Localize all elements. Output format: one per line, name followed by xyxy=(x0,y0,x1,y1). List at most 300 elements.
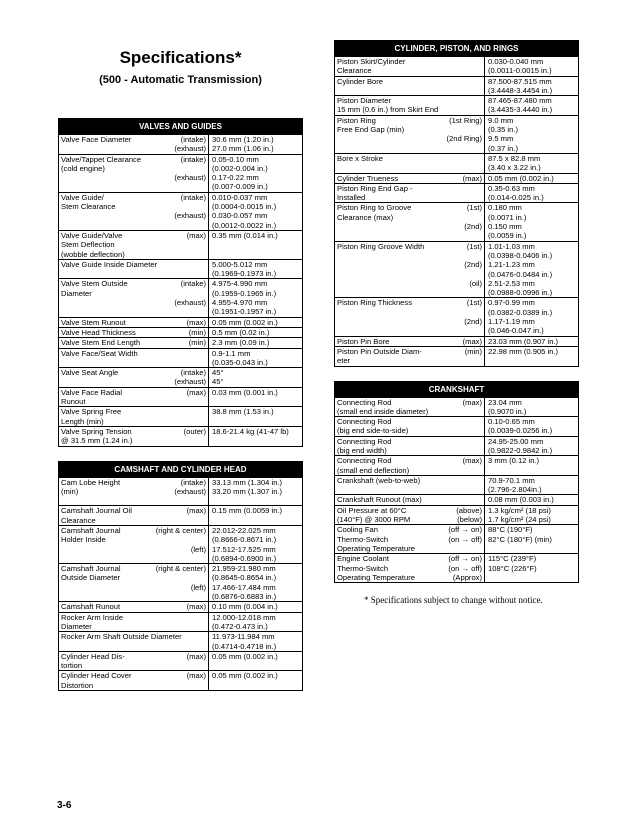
spec-label-text: Camshaft Journal xyxy=(61,525,121,535)
spec-value-line: (0.37 in.) xyxy=(488,143,518,153)
table-row xyxy=(335,95,578,115)
spec-value-line: 108°C (226°F) xyxy=(488,563,537,573)
spec-label xyxy=(59,564,209,601)
table-row xyxy=(59,601,302,611)
spec-label-text: Crankshaft (web-to-web) xyxy=(337,475,421,485)
spec-label xyxy=(59,328,209,337)
spec-value xyxy=(485,506,578,525)
table-row xyxy=(59,327,302,337)
spec-qualifier: (left) xyxy=(190,582,206,592)
spec-qualifier: (Approx) xyxy=(452,572,482,582)
table-row xyxy=(335,173,578,183)
spec-label-text: (small end inside diameter) xyxy=(337,406,429,416)
spec-label-text: Valve Face Diameter xyxy=(61,135,132,144)
spec-label xyxy=(335,298,485,335)
spec-qualifier: (2nd) xyxy=(464,317,482,327)
spec-qualifier: (below) xyxy=(457,515,482,525)
spec-label-text: Connecting Rod xyxy=(337,417,392,427)
spec-value-line: 0.35-0.63 mm xyxy=(488,183,535,193)
table-row xyxy=(335,397,578,417)
table-row xyxy=(59,230,302,259)
spec-value xyxy=(209,279,302,316)
spec-value xyxy=(209,632,302,651)
spec-qualifier: (1st Ring) xyxy=(449,115,482,125)
spec-value-line: (3.40 x 3.22 in.) xyxy=(488,163,541,173)
spec-value xyxy=(209,427,302,446)
spec-label-text: Valve/Tappet Clearance xyxy=(61,154,142,164)
spec-value-line: (0.8666-0.8671 in.) xyxy=(212,535,277,545)
spec-label-text: Thermo-Switch xyxy=(337,563,389,573)
spec-value-line: 0.10 mm (0.004 in.) xyxy=(212,602,278,612)
spec-value-line: 9.0 mm xyxy=(488,115,514,125)
spec-value-line: (0.9070 in.) xyxy=(488,406,527,416)
spec-label-text: Length (min) xyxy=(61,416,104,426)
spec-qualifier: (1st) xyxy=(466,298,482,308)
spec-value-line: 24.95-25.00 mm xyxy=(488,436,544,446)
spec-qualifier: (right & center) xyxy=(155,564,206,574)
spec-value-line: 0.150 mm xyxy=(488,222,522,232)
spec-label-text: Operating Temperature xyxy=(337,543,415,553)
spec-qualifier: (2nd) xyxy=(464,260,482,270)
spec-value-line: 27.0 mm (1.06 in.) xyxy=(212,144,274,154)
spec-value-line: 87.465-87.480 mm xyxy=(488,96,552,106)
spec-table-cylinder xyxy=(334,40,579,367)
spec-label-text: Valve Head Thickness xyxy=(61,327,136,337)
spec-value-line: 115°C (239°F) xyxy=(488,554,537,564)
page-number: 3-6 xyxy=(57,800,72,811)
spec-value-line: (0.472-0.473 in.) xyxy=(212,621,268,631)
spec-label-text: Piston Ring xyxy=(337,115,376,125)
spec-label-text: Runout xyxy=(61,397,86,407)
spec-value-line: (0.035-0.043 in.) xyxy=(212,357,268,367)
spec-value-line: (0.0004-0.0015 in.) xyxy=(212,202,277,212)
table-row xyxy=(59,505,302,525)
spec-value-line: 45° xyxy=(212,377,224,387)
spec-value xyxy=(485,554,578,582)
title-block xyxy=(58,48,303,118)
spec-value-line: (3.4448-3.4454 in.) xyxy=(488,85,553,95)
table-row xyxy=(335,183,578,203)
spec-label-text: Clearance (max) xyxy=(337,212,394,222)
spec-label-text: Stem Deflection xyxy=(61,240,115,250)
spec-label xyxy=(335,417,485,436)
spec-value xyxy=(209,328,302,337)
spec-qualifier: (intake) xyxy=(180,368,206,378)
spec-qualifier: (right & center) xyxy=(155,525,206,535)
spec-value-line: 1.3 kg/cm² (18 psi) xyxy=(488,505,551,515)
spec-label-text: Holder Inside xyxy=(61,535,106,545)
spec-label xyxy=(59,279,209,316)
table-row xyxy=(59,525,302,563)
spec-label-text: Piston Ring Groove Width xyxy=(337,241,425,251)
spec-label-text: (big end side-to-side) xyxy=(337,426,409,436)
spec-value-line: 0.9-1.1 mm xyxy=(212,348,251,358)
spec-value-line: (0.0039-0.0256 in.) xyxy=(488,426,553,436)
spec-label-text: Connecting Rod xyxy=(337,436,392,446)
spec-label-text: tortion xyxy=(61,661,83,671)
spec-value xyxy=(485,298,578,335)
spec-label-text: Valve Guide Inside Diameter xyxy=(61,259,158,269)
spec-label xyxy=(59,231,209,259)
spec-value-line: 12.000-12.018 mm xyxy=(212,612,276,622)
spec-label xyxy=(59,368,209,387)
spec-value-line: (0.0012-0.0022 in.) xyxy=(212,220,277,230)
spec-label-text: Rocker Arm Inside xyxy=(61,612,124,622)
spec-label xyxy=(335,506,485,525)
spec-value-line: (0.007-0.009 in.) xyxy=(212,182,268,192)
spec-value-line: 82°C (180°F) (min) xyxy=(488,534,552,544)
spec-value xyxy=(485,495,578,504)
spec-qualifier: (exhaust) xyxy=(174,144,206,154)
table-row xyxy=(335,416,578,436)
spec-value xyxy=(209,564,302,601)
table-row xyxy=(59,367,302,387)
spec-label-text: Camshaft Runout xyxy=(61,602,121,612)
spec-value-line: 22.98 mm (0.905 in.) xyxy=(488,346,559,356)
spec-label xyxy=(335,456,485,475)
spec-value-line: 5.000-5.012 mm xyxy=(212,259,268,269)
table-row xyxy=(335,336,578,346)
spec-value-line: 0.05 mm (0.002 in.) xyxy=(212,651,278,661)
spec-value-line: (0.0476-0.0484 in.) xyxy=(488,269,553,279)
spec-label xyxy=(59,526,209,563)
spec-value xyxy=(209,231,302,259)
spec-value-line: 0.05 mm (0.002 in.) xyxy=(212,671,278,681)
spec-value xyxy=(209,506,302,525)
spec-label-text: Operating Temperature xyxy=(337,572,415,582)
spec-label-text: Diameter xyxy=(61,621,92,631)
spec-value xyxy=(485,456,578,475)
table-row xyxy=(59,337,302,347)
spec-value-line: 0.97-0.99 mm xyxy=(488,298,535,308)
spec-qualifier: (exhaust) xyxy=(174,173,206,183)
spec-qualifier: (max) xyxy=(186,671,206,681)
spec-label-text: Cylinder Head Cover xyxy=(61,671,132,681)
spec-value-line: (0.4714-0.4718 in.) xyxy=(212,641,277,651)
spec-label-text: Piston Diameter xyxy=(337,96,392,106)
spec-value xyxy=(209,318,302,327)
table-row xyxy=(335,346,578,366)
spec-qualifier: (off → on) xyxy=(448,554,482,564)
spec-label xyxy=(59,260,209,279)
spec-qualifier: (max) xyxy=(462,173,482,183)
spec-value xyxy=(209,135,302,154)
table-row xyxy=(59,317,302,327)
spec-label xyxy=(335,554,485,582)
spec-value-line: 0.030-0.040 mm xyxy=(488,57,544,66)
spec-value xyxy=(209,407,302,426)
spec-value-line: 11.973-11.984 mm xyxy=(212,632,275,642)
spec-value xyxy=(485,203,578,240)
spec-value xyxy=(485,174,578,183)
table-row xyxy=(59,651,302,671)
table-row xyxy=(59,477,302,506)
spec-value-line: 18.6-21.4 kg (41-47 lb) xyxy=(212,426,289,436)
spec-qualifier: (above) xyxy=(456,505,482,515)
spec-label-text: Valve Face Radial xyxy=(61,387,123,397)
spec-value xyxy=(209,526,302,563)
spec-value xyxy=(209,338,302,347)
spec-value xyxy=(209,349,302,368)
spec-label xyxy=(335,495,485,504)
spec-value xyxy=(485,242,578,298)
spec-qualifier: (1st) xyxy=(466,241,482,251)
table-row xyxy=(335,475,578,495)
spec-label-text: (cold engine) xyxy=(61,163,105,173)
spec-label xyxy=(59,478,209,506)
spec-label-text: eter xyxy=(337,356,351,366)
spec-label-text: Piston Skirt/Cylinder xyxy=(337,57,406,66)
spec-value xyxy=(209,260,302,279)
spec-value-line: 33.13 mm (1.304 in.) xyxy=(212,477,283,487)
spec-value-line: 2.3 mm (0.09 in.) xyxy=(212,338,270,348)
spec-value-line: (0.0059 in.) xyxy=(488,231,527,241)
spec-qualifier: (max) xyxy=(462,397,482,407)
spec-qualifier: (exhaust) xyxy=(174,377,206,387)
spec-qualifier: (1st) xyxy=(466,203,482,213)
spec-label xyxy=(59,652,209,671)
spec-label-text: Camshaft Journal Oil xyxy=(61,506,132,516)
spec-qualifier: (intake) xyxy=(180,154,206,164)
spec-label-text: Connecting Rod xyxy=(337,456,392,466)
spec-value xyxy=(209,478,302,506)
spec-label-text: Diameter xyxy=(61,288,92,298)
spec-label xyxy=(335,184,485,203)
spec-value-line: 88°C (190°F) xyxy=(488,525,533,535)
spec-value-line: (0.014-0.025 in.) xyxy=(488,193,544,203)
spec-value xyxy=(209,388,302,407)
table-row xyxy=(59,259,302,279)
spec-value-line: (2.796-2.804in.) xyxy=(488,485,542,495)
spec-value-line: 0.17-0.22 mm xyxy=(212,173,259,183)
spec-label-text: Valve Spring Free xyxy=(61,407,122,417)
spec-label-text: @ 31.5 mm (1.24 in.) xyxy=(61,436,133,446)
spec-label-text: Bore x Stroke xyxy=(337,153,384,163)
spec-label xyxy=(335,203,485,240)
spec-qualifier: (left) xyxy=(190,544,206,554)
table-header: CAMSHAFT AND CYLINDER HEAD xyxy=(59,462,302,477)
spec-value-line: 2.51-2.53 mm xyxy=(488,278,535,288)
spec-value-line: 0.03 mm (0.001 in.) xyxy=(212,387,278,397)
spec-label-text: (small end deflection) xyxy=(337,465,410,475)
spec-qualifier: (on → off) xyxy=(448,534,482,544)
spec-value xyxy=(485,57,578,76)
spec-label-text: Free End Gap (min) xyxy=(337,125,405,135)
spec-value-line: 1.7 kg/cm² (24 psi) xyxy=(488,515,551,525)
spec-qualifier: (oil) xyxy=(469,278,482,288)
spec-value xyxy=(209,613,302,632)
spec-value-line: (0.0382-0.0389 in.) xyxy=(488,307,553,317)
spec-qualifier: (2nd) xyxy=(464,222,482,232)
spec-label xyxy=(59,613,209,632)
spec-label xyxy=(335,337,485,346)
spec-value-line: 21.959-21.980 mm xyxy=(212,564,276,574)
spec-label-text: Valve Guide/Valve xyxy=(61,230,123,240)
spec-label-text: Oil Pressure at 60°C xyxy=(337,505,407,515)
spec-value-line: (0.1951-0.1957 in.) xyxy=(212,307,277,317)
spec-label xyxy=(59,338,209,347)
spec-value xyxy=(485,184,578,203)
spec-label-text: Outside Diameter xyxy=(61,573,121,583)
spec-label-text: Valve Seat Angle xyxy=(61,368,119,378)
spec-value-line: 0.05 mm (0.002 in.) xyxy=(488,173,554,183)
spec-value-line: (0.35 in.) xyxy=(488,125,518,135)
table-row xyxy=(59,278,302,316)
spec-table-valves xyxy=(58,118,303,447)
table-row xyxy=(335,76,578,96)
spec-qualifier: (max) xyxy=(186,651,206,661)
table-row xyxy=(335,115,578,153)
spec-value-line: 4.975-4.990 mm xyxy=(212,279,268,289)
table-row xyxy=(335,553,578,582)
spec-label-text: Thermo-Switch xyxy=(337,534,389,544)
spec-label xyxy=(335,174,485,183)
spec-value-line: 0.15 mm (0.0059 in.) xyxy=(212,506,283,516)
spec-label-text: Valve Face/Seat Width xyxy=(61,348,138,358)
spec-value-line: 3 mm (0.12 in.) xyxy=(488,456,540,466)
spec-label xyxy=(335,77,485,96)
spec-label xyxy=(335,525,485,553)
spec-value-line: 4.955-4.970 mm xyxy=(212,298,268,308)
spec-label-text: Crankshaft Runout (max) xyxy=(337,495,422,505)
table-header: CRANKSHAFT xyxy=(335,382,578,397)
spec-qualifier: (min) xyxy=(464,346,482,356)
spec-qualifier: (max) xyxy=(462,456,482,466)
spec-label-text: Piston Ring to Groove xyxy=(337,203,412,213)
spec-table-crankshaft xyxy=(334,381,579,584)
spec-value-line: 0.08 mm (0.003 in.) xyxy=(488,495,554,505)
spec-value xyxy=(485,96,578,115)
table-row xyxy=(59,406,302,426)
spec-qualifier: (max) xyxy=(186,317,206,327)
spec-qualifier: (max) xyxy=(462,336,482,346)
spec-label xyxy=(335,242,485,298)
spec-label-text: Cylinder Bore xyxy=(337,76,384,86)
spec-value-line: (0.046-0.047 in.) xyxy=(488,326,544,336)
spec-qualifier: (on → off) xyxy=(448,563,482,573)
left-tables xyxy=(58,118,303,691)
spec-value-line: (0.0071 in.) xyxy=(488,212,527,222)
spec-value-line: (0.6894-0.6900 in.) xyxy=(212,553,277,563)
table-row xyxy=(59,563,302,601)
table-row xyxy=(335,241,578,298)
table-row xyxy=(335,297,578,335)
spec-label xyxy=(59,388,209,407)
table-row xyxy=(59,670,302,690)
spec-value-line: 87.500-87.515 mm xyxy=(488,76,552,86)
spec-qualifier: (max) xyxy=(186,230,206,240)
table-row xyxy=(59,192,302,230)
spec-value-line: 23.04 mm xyxy=(488,397,522,407)
spec-label xyxy=(59,155,209,192)
spec-value-line: 0.35 mm (0.014 in.) xyxy=(212,230,278,240)
table-row xyxy=(59,348,302,368)
spec-value-line: 17.512-17.525 mm xyxy=(212,544,276,554)
table-row xyxy=(59,154,302,192)
spec-qualifier: (2nd Ring) xyxy=(446,134,482,144)
table-row xyxy=(335,202,578,240)
spec-label-text: Cooling Fan xyxy=(337,525,378,535)
spec-value xyxy=(485,337,578,346)
spec-label-text: Valve Spring Tension xyxy=(61,426,132,436)
spec-value-line: 0.010-0.037 mm xyxy=(212,192,268,202)
spec-label-text: Stem Clearance xyxy=(61,202,116,212)
spec-value-line: (0.1959-0.1965 in.) xyxy=(212,288,277,298)
spec-label xyxy=(59,602,209,611)
spec-value xyxy=(209,193,302,230)
spec-value-line: 1.01-1.03 mm xyxy=(488,241,535,251)
table-row xyxy=(335,494,578,504)
spec-label xyxy=(59,671,209,690)
spec-value-line: (0.6876-0.6883 in.) xyxy=(212,592,277,602)
spec-value-line: 30.6 mm (1.20 in.) xyxy=(212,135,274,144)
spec-label xyxy=(59,427,209,446)
spec-value-line: 0.10-0.65 mm xyxy=(488,417,535,427)
spec-label-text: Piston Ring End Gap - xyxy=(337,183,413,193)
spec-value-line: 87.5 x 82.8 mm xyxy=(488,153,541,163)
spec-value-line: 45° xyxy=(212,368,224,378)
spec-label xyxy=(59,193,209,230)
spec-qualifier: (min) xyxy=(188,338,206,348)
spec-value-line: 23.03 mm (0.907 in.) xyxy=(488,336,559,346)
spec-label xyxy=(335,476,485,495)
table-row xyxy=(335,56,578,76)
footnote: * Specifications subject to change without notice. xyxy=(364,595,543,606)
spec-label-text: Distortion xyxy=(61,680,94,690)
table-row xyxy=(335,153,578,173)
page-title: Specifications* xyxy=(119,48,242,67)
spec-value-line: 22.012-22.025 mm xyxy=(212,525,276,535)
table-row xyxy=(335,505,578,525)
table-row xyxy=(59,134,302,154)
table-header: CYLINDER, PISTON, AND RINGS xyxy=(335,41,578,56)
spec-value-line: (0.0988-0.0996 in.) xyxy=(488,288,553,298)
spec-value xyxy=(209,652,302,671)
spec-value-line: 70.9-70.1 mm xyxy=(488,475,535,485)
spec-value xyxy=(485,347,578,366)
spec-label xyxy=(335,96,485,115)
spec-value xyxy=(485,154,578,173)
table-row xyxy=(59,426,302,446)
spec-value xyxy=(485,437,578,456)
spec-label xyxy=(335,116,485,153)
spec-qualifier: (intake) xyxy=(180,477,206,487)
spec-label-text: Valve Stem Outside xyxy=(61,279,128,289)
spec-value-line: 9.5 mm xyxy=(488,134,514,144)
spec-label-text: (big end width) xyxy=(337,445,387,455)
spec-value xyxy=(485,525,578,553)
spec-value-line: 0.05 mm (0.002 in.) xyxy=(212,317,278,327)
spec-label-text: Valve Guide/ xyxy=(61,192,104,202)
spec-label-text: 15 mm (0.6 in.) from Skirt End xyxy=(337,105,439,115)
table-header: VALVES AND GUIDES xyxy=(59,119,302,134)
spec-value xyxy=(209,671,302,690)
spec-label-text: Piston Pin Outside Diam- xyxy=(337,346,422,356)
spec-qualifier: (outer) xyxy=(183,426,206,436)
spec-value-line: (0.8645-0.8654 in.) xyxy=(212,573,277,583)
spec-label-text: Engine Coolant xyxy=(337,554,389,564)
spec-qualifier: (intake) xyxy=(180,135,206,144)
spec-label xyxy=(335,154,485,173)
spec-label-text: Clearance xyxy=(337,66,372,76)
spec-label xyxy=(335,57,485,76)
spec-value-line: (3.4435-3.4440 in.) xyxy=(488,105,553,115)
spec-label-text: Cylinder Head Dis- xyxy=(61,651,125,661)
spec-value-line: (0.0398-0.0406 in.) xyxy=(488,250,553,260)
spec-label xyxy=(335,398,485,417)
spec-value-line: (0.9822-0.9842 in.) xyxy=(488,445,553,455)
spec-qualifier: (min) xyxy=(188,327,206,337)
